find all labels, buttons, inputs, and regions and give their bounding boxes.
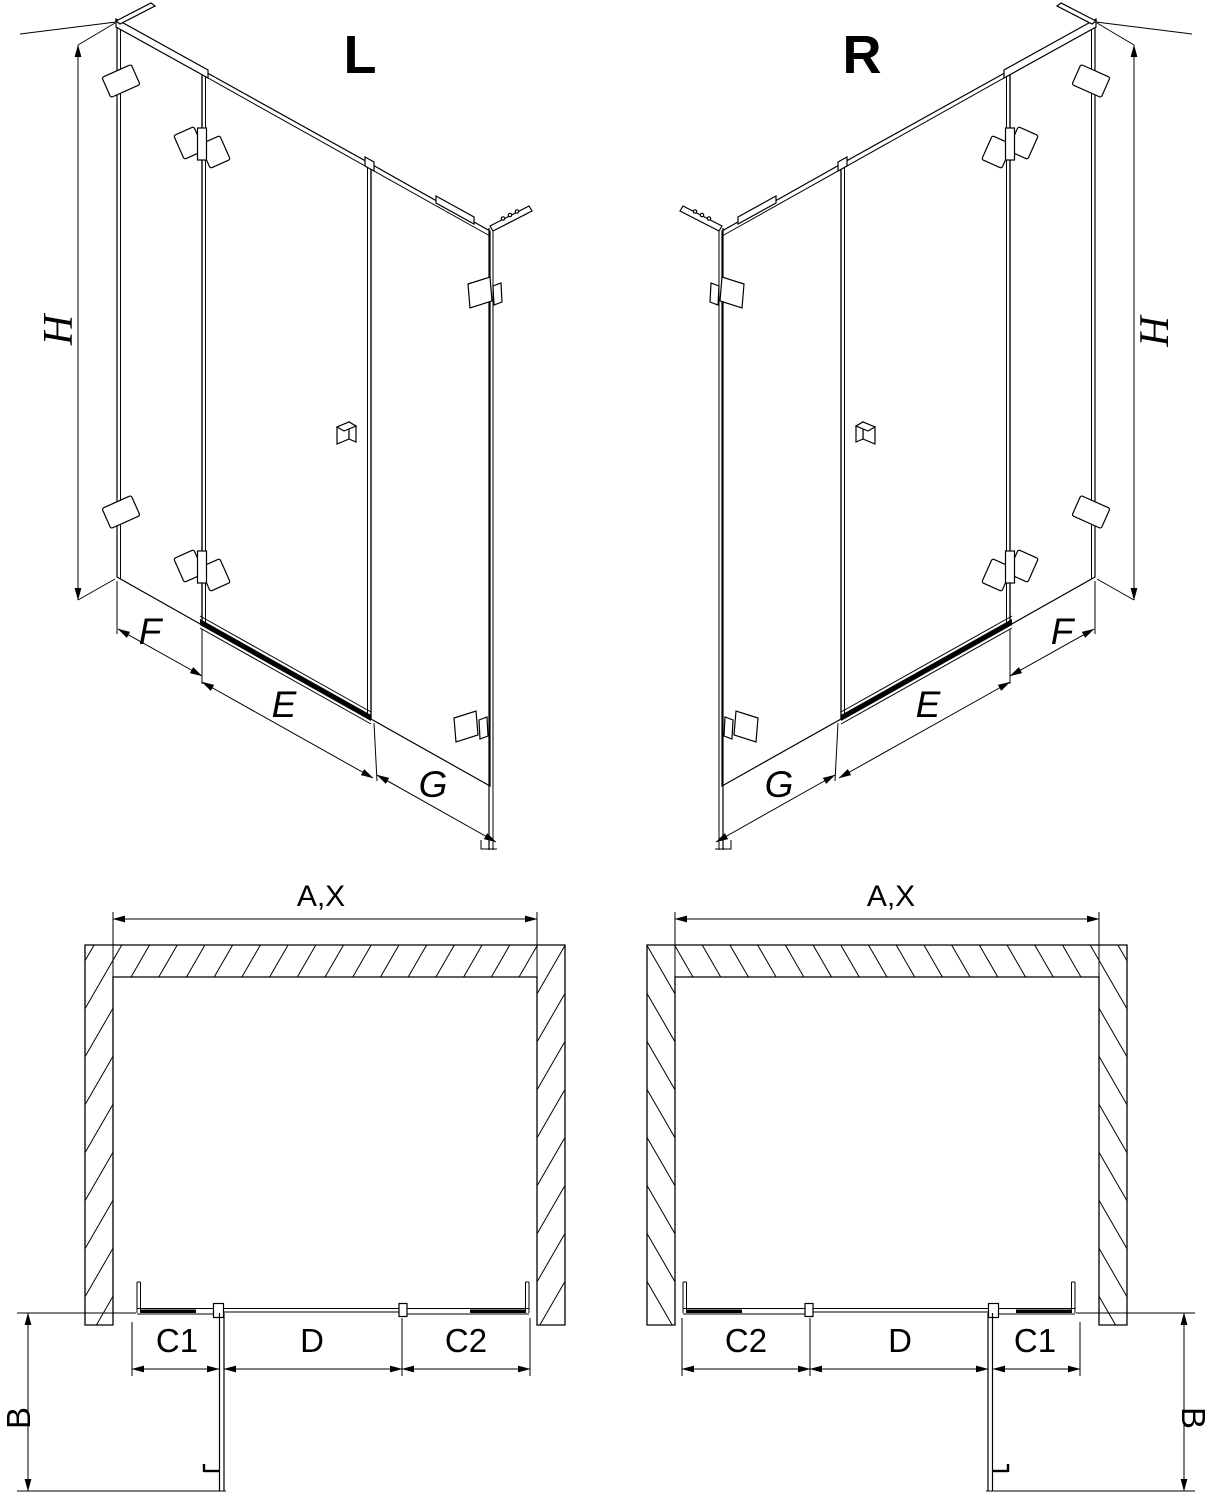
dim-label-side-panel-right: G (764, 764, 794, 805)
dim-label-door-panel-left: E (271, 684, 297, 725)
dim-label-fixed2-left: C2 (444, 1322, 488, 1359)
dim-label-door-right: D (888, 1322, 912, 1359)
dim-label-side-panel-left: G (418, 764, 448, 805)
dim-label-height-right: H (1130, 314, 1176, 346)
dim-label-height-left: H (36, 314, 82, 346)
variant-label-right: R (842, 25, 882, 85)
plan-view-left-art (17, 912, 565, 1491)
plan-view-right-art (647, 912, 1195, 1491)
labels-iso-right (765, 25, 1176, 805)
variant-label-left: L (343, 25, 377, 85)
dim-label-fixed1-left: C1 (155, 1322, 199, 1359)
dim-label-fixed1-right: C1 (1013, 1322, 1057, 1359)
dim-label-fixed-panel-right: F (1050, 611, 1074, 652)
labels-iso-left (36, 25, 447, 805)
dim-label-projection-right: B (1175, 1406, 1212, 1430)
dim-label-fixed-panel-left: F (138, 611, 162, 652)
dim-label-door-panel-right: E (915, 684, 941, 725)
dim-label-total-width-left: A,X (296, 880, 346, 913)
dim-label-total-width-right: A,X (866, 880, 916, 913)
dim-label-fixed2-right: C2 (724, 1322, 768, 1359)
dim-label-projection-left: B (0, 1406, 37, 1430)
dim-label-door-left: D (300, 1322, 324, 1359)
